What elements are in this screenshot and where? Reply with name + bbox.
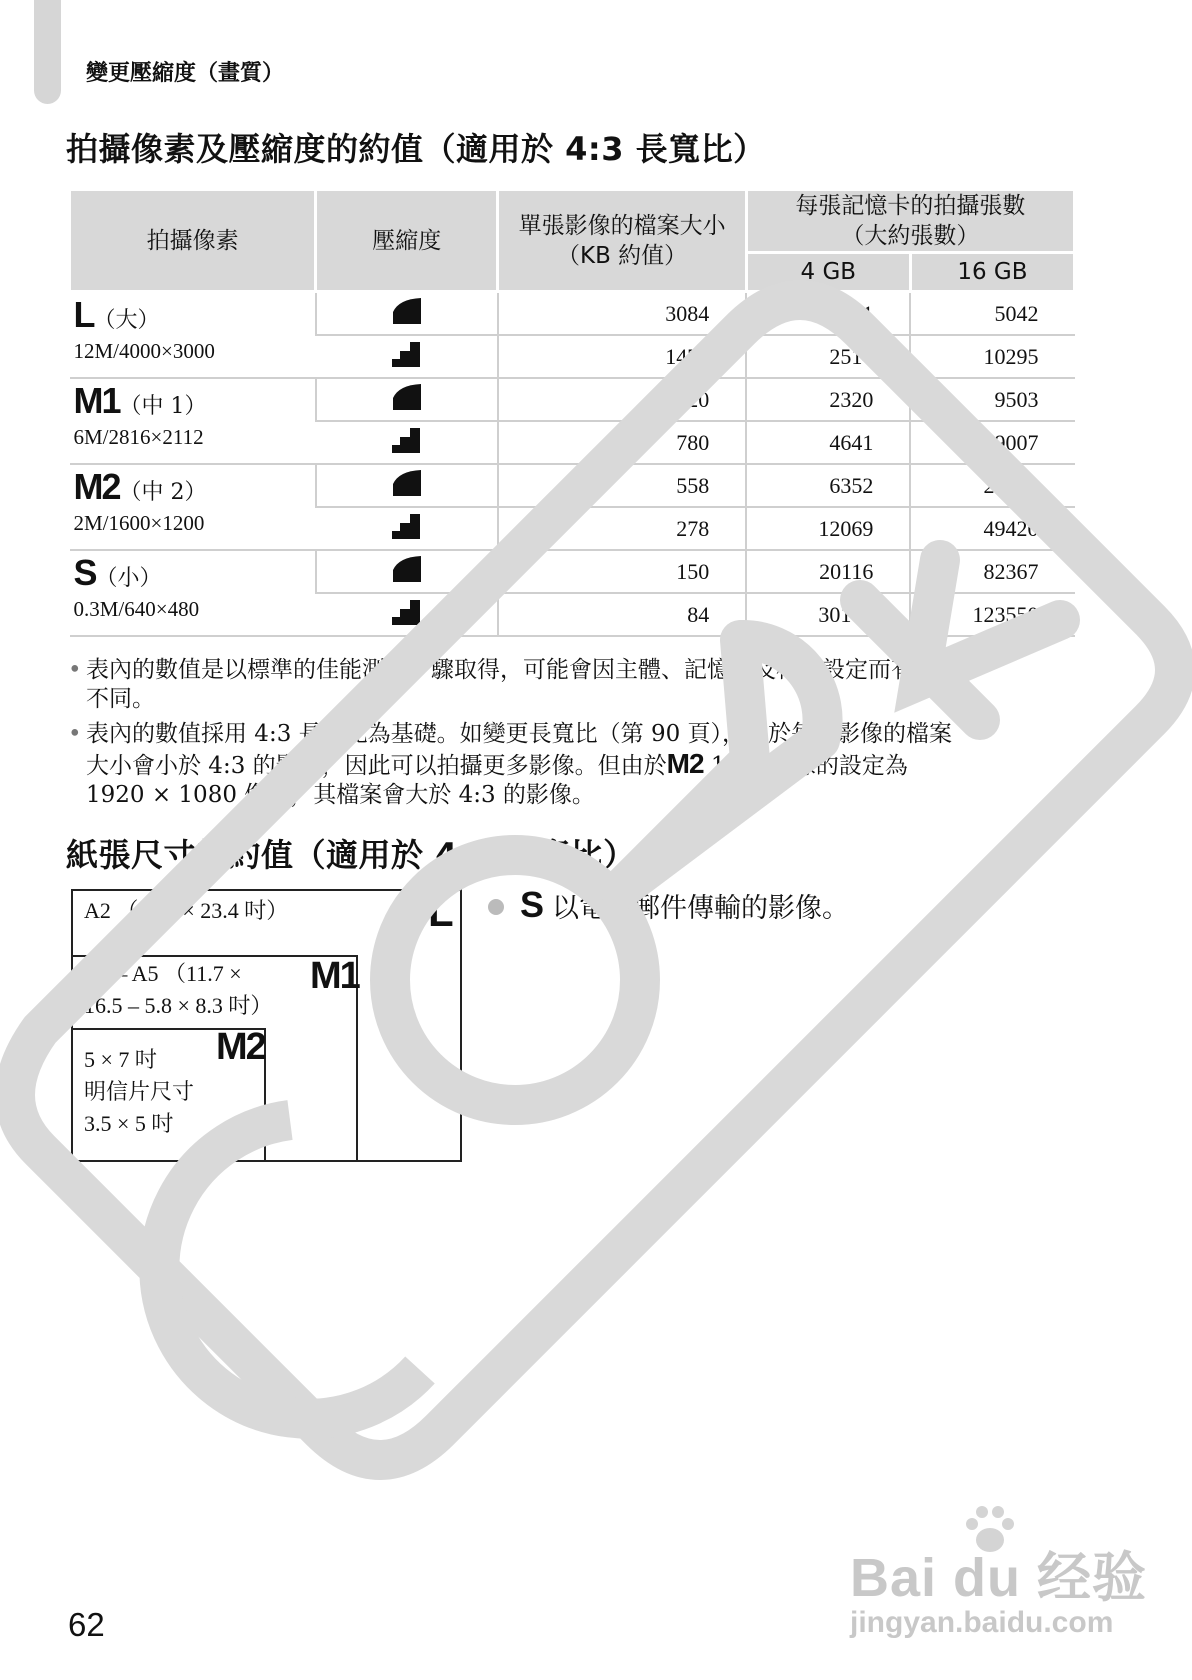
fine-icon bbox=[316, 335, 498, 378]
paper-heading: 紙張尺寸的約值（適用於 4:3 長寬比） bbox=[66, 836, 636, 874]
superfine-icon bbox=[316, 464, 498, 507]
shots-16gb-cell: 49420 bbox=[910, 507, 1074, 550]
shots-4gb-cell: 1231 bbox=[746, 292, 910, 336]
shots-16gb-cell: 19007 bbox=[910, 421, 1074, 464]
file-size-cell: 1474 bbox=[498, 335, 746, 378]
page-title: 拍攝像素及壓縮度的約值（適用於 4:3 長寬比） bbox=[66, 130, 766, 168]
note-item: • 表內的數值採用 4:3 長寬比為基礎。如變更長寬比（第 90 頁），由於每張影像的檔案 大小會小於 4:3 的影像，因此可以拍攝更多影像。但由於M2 16:9 影像的設定為 1920 × 1080 像素，其檔案會大於 4:3 的影像。 bbox=[68, 721, 953, 808]
shots-16gb-cell: 123550 bbox=[910, 593, 1074, 636]
col-header-shots: 每張記憶卡的拍攝張數 （大約張數） bbox=[746, 190, 1074, 253]
file-size-cell: 780 bbox=[498, 421, 746, 464]
resolution-code: S bbox=[73, 552, 96, 593]
shots-16gb-cell: 9503 bbox=[910, 378, 1074, 421]
m2-icon: M2 bbox=[666, 748, 704, 779]
resolution-code: L bbox=[73, 294, 94, 335]
paper-l-size: A2 （16.5 × 23.4 吋） bbox=[84, 898, 289, 923]
note-item: • 表內的數值是以標準的佳能測試步驟取得，可能會因主體、記憶卡及相機設定而有所 不同。 bbox=[68, 657, 937, 712]
file-size-cell: 558 bbox=[498, 464, 746, 507]
shots-4gb-cell: 12069 bbox=[746, 507, 910, 550]
table-row bbox=[70, 292, 1075, 336]
paper-m2-size-line2: 明信片尺寸 bbox=[84, 1079, 195, 1104]
col-header-16gb: 16 GB bbox=[910, 253, 1074, 292]
resolution-cell: M1（中 1） 6M/2816×2112 bbox=[70, 378, 316, 464]
superfine-icon bbox=[316, 550, 498, 593]
shots-16gb-cell: 10295 bbox=[910, 335, 1074, 378]
paper-m1-size-line1: A3 – A5 （11.7 × bbox=[84, 961, 242, 986]
s-icon: S bbox=[520, 884, 545, 925]
paper-m2-size-line3: 3.5 × 5 吋 bbox=[84, 1111, 174, 1136]
file-size-cell: 1620 bbox=[498, 378, 746, 421]
bullet-dot-icon bbox=[488, 899, 504, 915]
resolution-code: M2 bbox=[73, 466, 120, 507]
superfine-icon bbox=[316, 378, 498, 421]
m1-icon: M1 bbox=[310, 955, 359, 997]
notes bbox=[68, 656, 1098, 816]
file-size-cell: 84 bbox=[498, 593, 746, 636]
fine-icon bbox=[316, 593, 498, 636]
shots-16gb-cell: 26010 bbox=[910, 464, 1074, 507]
shots-4gb-cell: 2320 bbox=[746, 378, 910, 421]
l-icon: L bbox=[428, 888, 452, 935]
shots-4gb-cell: 20116 bbox=[746, 550, 910, 593]
file-size-cell: 3084 bbox=[498, 292, 746, 336]
paper-m1-size-line2: 16.5 – 5.8 × 8.3 吋） bbox=[84, 993, 273, 1018]
resolution-code: M1 bbox=[73, 380, 120, 421]
shots-4gb-cell: 30174 bbox=[746, 593, 910, 636]
col-header-pixels: 拍攝像素 bbox=[70, 190, 316, 292]
resolution-cell: M2（中 2） 2M/1600×1200 bbox=[70, 464, 316, 550]
section-tab-bar bbox=[34, 0, 61, 104]
col-header-compression: 壓縮度 bbox=[316, 190, 498, 292]
table-row bbox=[70, 464, 1075, 507]
superfine-icon bbox=[316, 292, 498, 336]
page-number: 62 bbox=[68, 1606, 105, 1643]
s-note: S 以電子郵件傳輸的影像。 bbox=[488, 884, 849, 926]
fine-icon bbox=[316, 421, 498, 464]
resolution-cell: S（小） 0.3M/640×480 bbox=[70, 550, 316, 636]
paper-m2-size-line1: 5 × 7 吋 bbox=[84, 1047, 157, 1072]
resolution-table bbox=[68, 188, 1076, 637]
shots-16gb-cell: 5042 bbox=[910, 292, 1074, 336]
resolution-cell: L（大） 12M/4000×3000 bbox=[70, 292, 316, 379]
table-row bbox=[70, 550, 1075, 593]
shots-16gb-cell: 82367 bbox=[910, 550, 1074, 593]
shots-4gb-cell: 4641 bbox=[746, 421, 910, 464]
baidu-watermark: Bai du 经验 jingyan.baidu.com bbox=[850, 1548, 1148, 1639]
col-header-4gb: 4 GB bbox=[746, 253, 910, 292]
shots-4gb-cell: 6352 bbox=[746, 464, 910, 507]
file-size-cell: 278 bbox=[498, 507, 746, 550]
file-size-cell: 150 bbox=[498, 550, 746, 593]
section-header: 變更壓縮度（畫質） bbox=[86, 61, 285, 86]
table-row bbox=[70, 378, 1075, 421]
fine-icon bbox=[316, 507, 498, 550]
col-header-filesize: 單張影像的檔案大小 （KB 約值） bbox=[498, 190, 746, 292]
m2-icon: M2 bbox=[216, 1026, 265, 1068]
shots-4gb-cell: 2514 bbox=[746, 335, 910, 378]
